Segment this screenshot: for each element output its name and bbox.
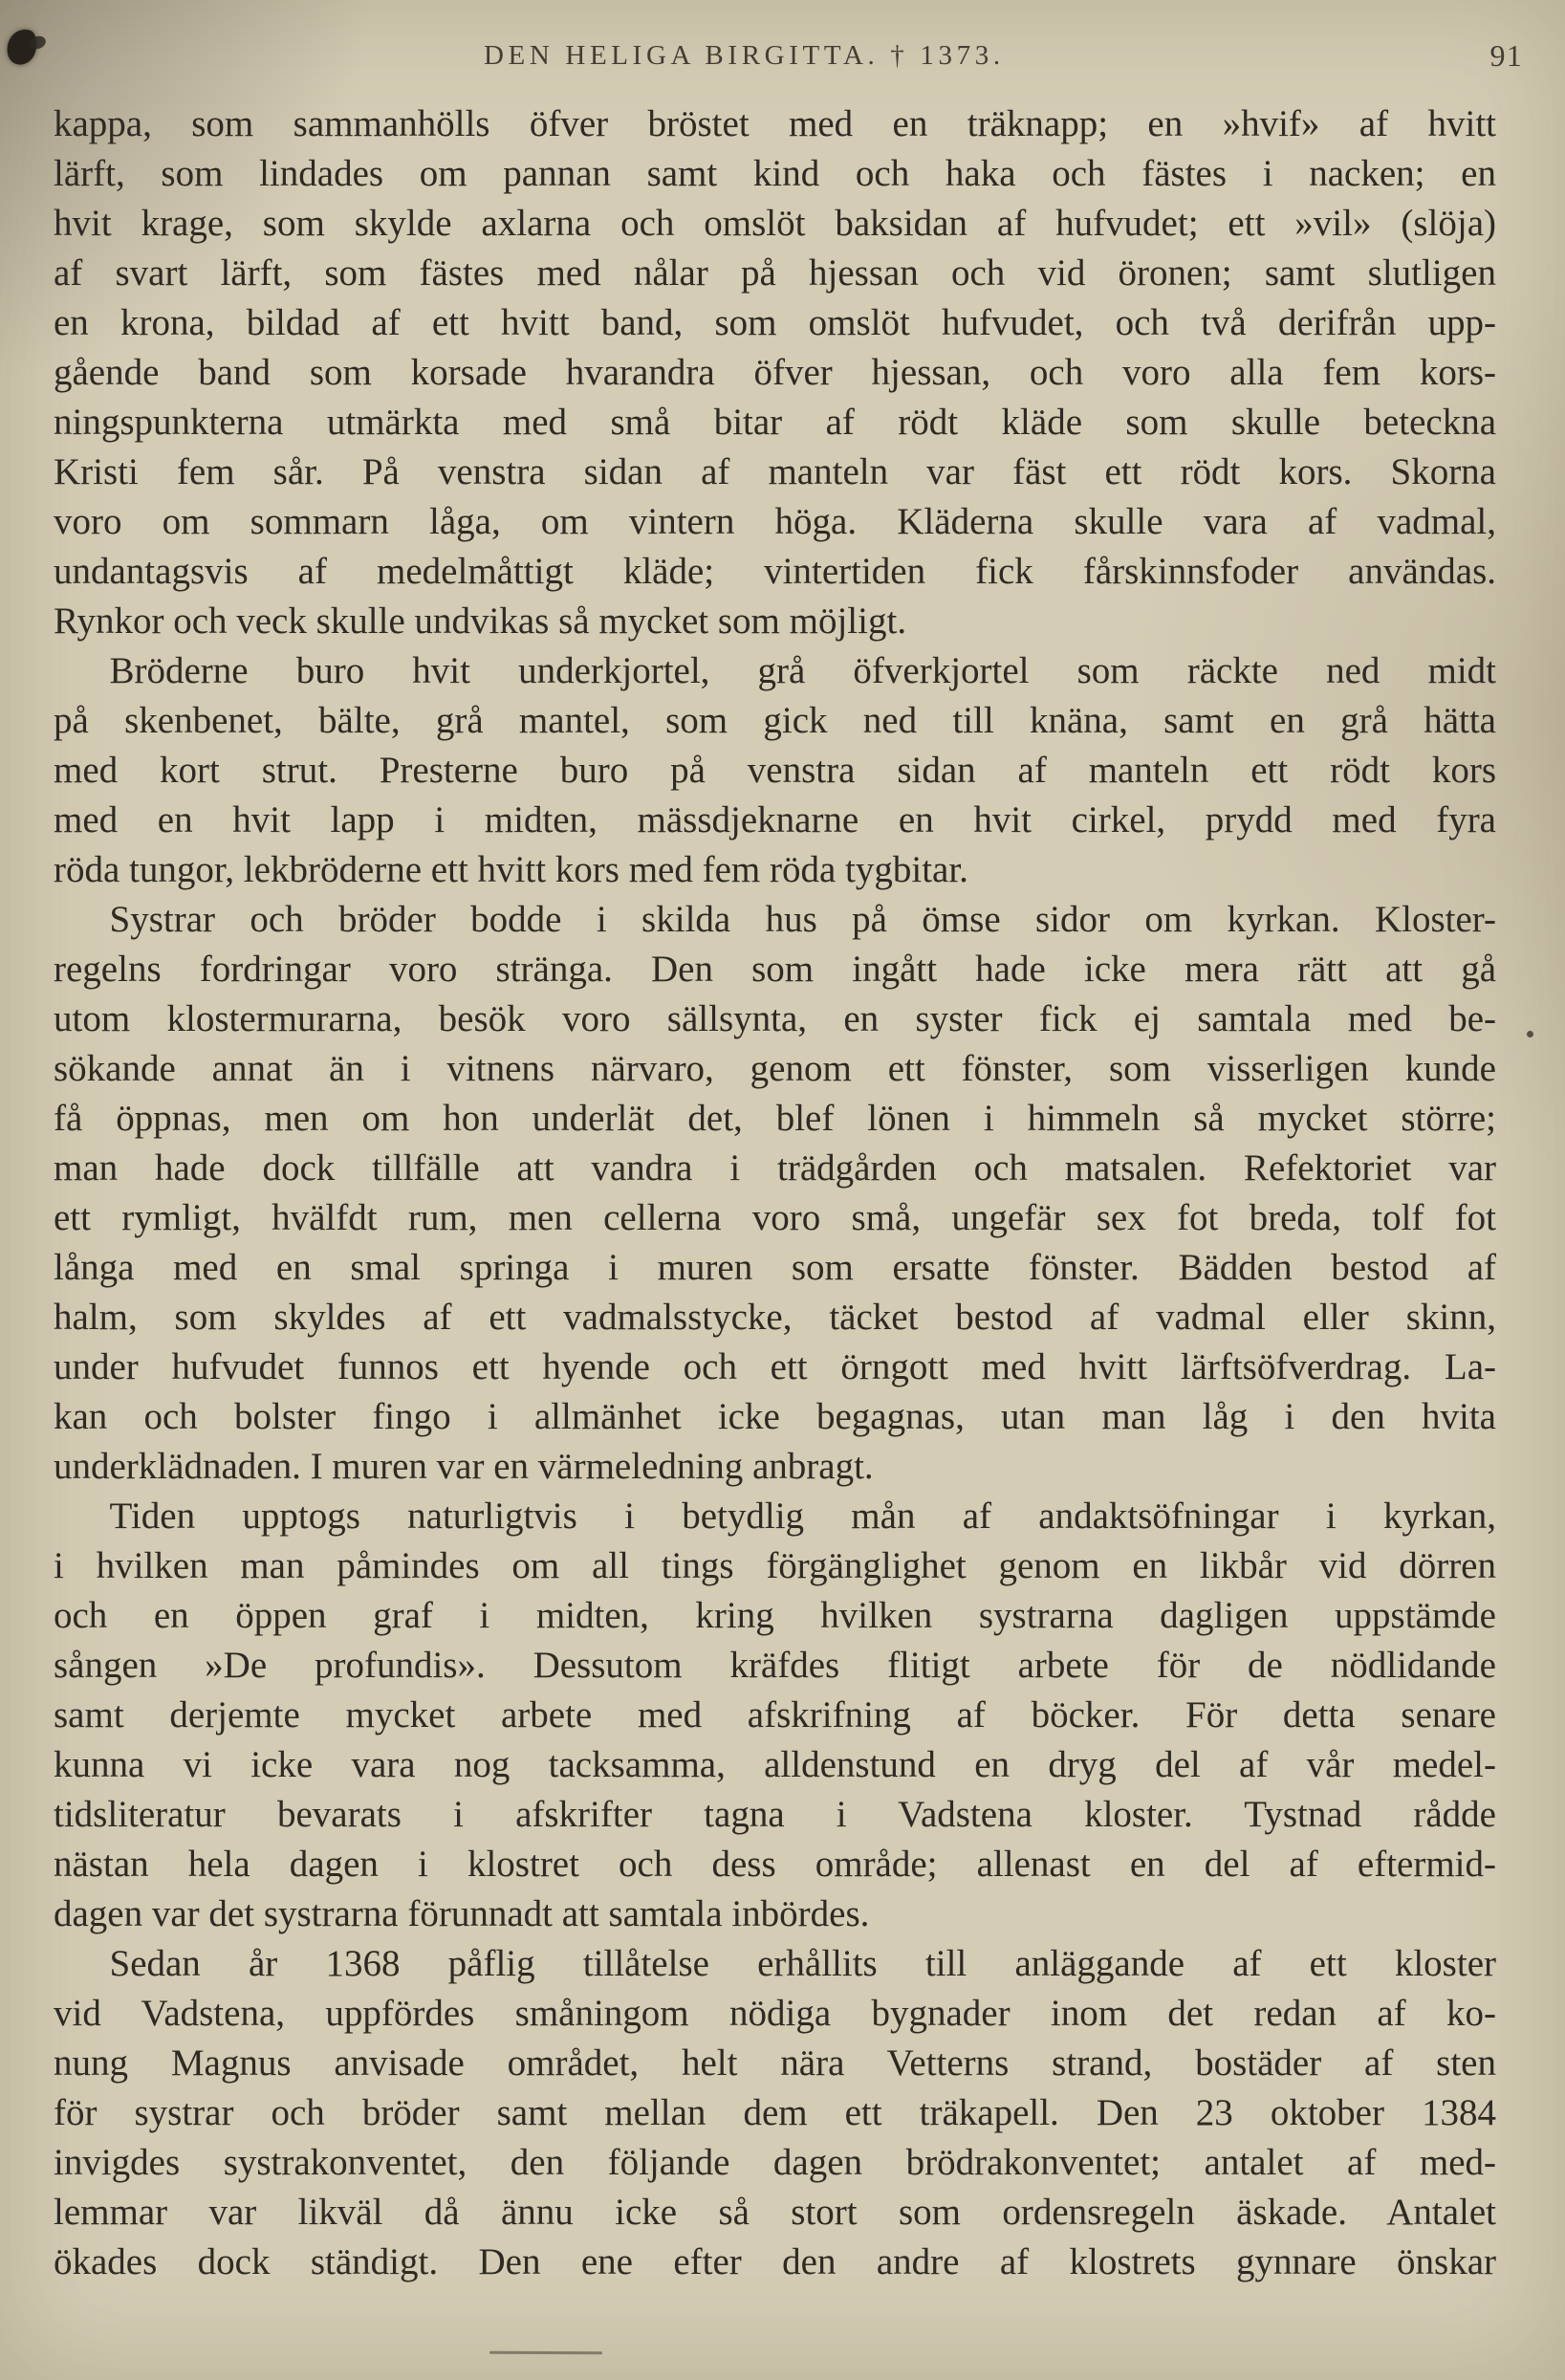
- page-number: 91: [1489, 38, 1523, 73]
- text-line: dagen var det systrarna förunnadt att samtala inbördes.: [54, 1893, 870, 1934]
- text-line: Rynkor och veck skulle undvikas så mycket som möjligt.: [54, 600, 907, 642]
- paragraph: [54, 646, 1496, 895]
- ink-speck: [1527, 1031, 1533, 1037]
- text-line: kunna vi icke vara nog tacksamma, alldenstund en dryg del af vår medel-: [54, 1744, 1496, 1785]
- text-line: med en hvit lapp i midten, mässdjeknarne en hvit cirkel, prydd med fyra: [54, 799, 1496, 841]
- text-line: för systrar och bröder samt mellan dem ett träkapell. Den 23 oktober 1384: [54, 2092, 1496, 2133]
- text-line: långa med en smal springa i muren som ersatte fönster. Bädden bestod af: [54, 1247, 1496, 1288]
- text-line: nästan hela dagen i klostret och dess område; allenast en del af eftermid-: [54, 1844, 1496, 1885]
- paragraph: [54, 1492, 1496, 1939]
- text-line: Tiden upptogs naturligtvis i betydlig mån af andaktsöfningar i kyrkan,: [109, 1496, 1496, 1537]
- text-line: Kristi fem sår. På venstra sidan af manteln var fäst ett rödt kors. Skorna: [54, 451, 1496, 492]
- text-line: i hvilken man påmindes om all tings förgänglighet genom en likbår vid dörren: [54, 1545, 1496, 1586]
- ink-stain: [4, 25, 52, 75]
- text-line: med kort strut. Presterne buro på venstra sidan af manteln ett rödt kors: [54, 750, 1496, 791]
- paragraph: [54, 1939, 1496, 2287]
- text-line: tidsliteratur bevarats i afskrifter tagna i Vadstena kloster. Tystnad rådde: [54, 1794, 1496, 1835]
- text-line: sången »De profundis». Dessutom kräfdes flitigt arbete för de nödlidande: [54, 1645, 1496, 1686]
- text-line: man hade dock tillfälle att vandra i trädgården och matsalen. Refektoriet var: [54, 1147, 1496, 1189]
- text-line: voro om sommarn låga, om vintern höga. Kläderna skulle vara af vadmal,: [54, 501, 1496, 542]
- text-line: Bröderne buro hvit underkjortel, grå öfverkjortel som räckte ned midt: [109, 650, 1496, 691]
- text-line: Systrar och bröder bodde i skilda hus på ömse sidor om kyrkan. Kloster-: [109, 899, 1496, 940]
- text-line: invigdes systrakonventet, den följande dagen brödrakonventet; antalet af med-: [54, 2142, 1496, 2183]
- text-line: sökande annat än i vitnens närvaro, genom ett fönster, som visserligen kunde: [54, 1048, 1496, 1089]
- text-line: underklädnaden. I muren var en värmeledning anbragt.: [54, 1446, 874, 1487]
- text-line: kan och bolster fingo i allmänhet icke begagnas, utan man låg i den hvita: [54, 1396, 1496, 1437]
- text-line: gående band som korsade hvarandra öfver hjessan, och voro alla fem kors-: [54, 352, 1496, 393]
- text-line: vid Vadstena, uppfördes småningom nödiga bygnader inom det redan af ko-: [54, 1993, 1496, 2034]
- paragraph: [54, 99, 1496, 646]
- text-line: undantagsvis af medelmåttigt kläde; vintertiden fick fårskinnsfoder användas.: [54, 551, 1496, 592]
- page-body: [54, 99, 1496, 2287]
- text-line: nung Magnus anvisade området, helt nära Vetterns strand, bostäder af sten: [54, 2042, 1496, 2084]
- text-line: en krona, bildad af ett hvitt band, som omslöt hufvudet, och två derifrån upp-: [54, 302, 1496, 343]
- text-line: samt derjemte mycket arbete med afskrifning af böcker. För detta senare: [54, 1694, 1496, 1736]
- text-line: ningspunkterna utmärkta med små bitar af rödt kläde som skulle beteckna: [54, 402, 1496, 443]
- text-line: under hufvudet funnos ett hyende och ett örngott med hvitt lärftsöfverdrag. La-: [54, 1346, 1496, 1387]
- text-line: kappa, som sammanhölls öfver bröstet med en träknapp; en »hvif» af hvitt: [54, 103, 1496, 144]
- text-line: regelns fordringar voro stränga. Den som ingått hade icke mera rätt att gå: [54, 949, 1496, 990]
- text-line: Sedan år 1368 påflig tillåtelse erhållits till anläggande af ett kloster: [109, 1943, 1496, 1984]
- bottom-edge-mark: [489, 2351, 602, 2355]
- text-line: ökades dock ständigt. Den ene efter den andre af klostrets gynnare önskar: [54, 2241, 1496, 2282]
- text-line: lärft, som lindades om pannan samt kind och haka och fästes i nacken; en: [54, 153, 1496, 194]
- text-line: och en öppen graf i midten, kring hvilken systrarna dagligen uppstämde: [54, 1595, 1496, 1636]
- running-title: DEN HELIGA BIRGITTA. † 1373.: [483, 40, 1005, 71]
- page-header: [54, 38, 1523, 78]
- text-line: af svart lärft, som fästes med nålar på hjessan och vid öronen; samt slutligen: [54, 252, 1496, 294]
- text-line: halm, som skyldes af ett vadmalsstycke, täcket bestod af vadmal eller skinn,: [54, 1297, 1496, 1338]
- paragraph: [54, 895, 1496, 1492]
- text-line: röda tungor, lekbröderne ett hvitt kors med fem röda tygbitar.: [54, 849, 968, 890]
- text-line: ett rymligt, hvälfdt rum, men cellerna voro små, ungefär sex fot breda, tolf fot: [54, 1197, 1496, 1238]
- text-line: få öppnas, men om hon underlät det, blef lönen i himmeln så mycket större;: [54, 1098, 1496, 1139]
- text-line: lemmar var likväl då ännu icke så stort som ordensregeln äskade. Antalet: [54, 2192, 1496, 2233]
- text-line: på skenbenet, bälte, grå mantel, som gick ned till knäna, samt en grå hätta: [54, 700, 1496, 741]
- text-line: utom klostermurarna, besök voro sällsynta, en syster fick ej samtala med be-: [54, 998, 1496, 1039]
- text-line: hvit krage, som skylde axlarna och omslöt baksidan af hufvudet; ett »vil» (slöja): [54, 203, 1496, 244]
